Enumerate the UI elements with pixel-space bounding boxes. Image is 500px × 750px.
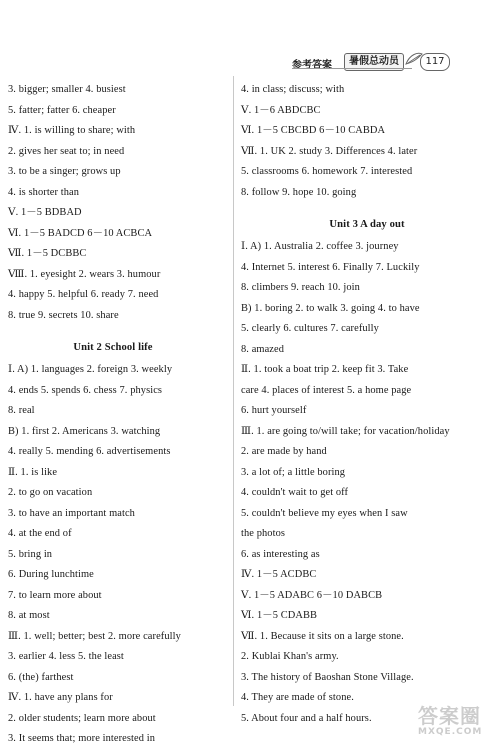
answer-line: 5. couldn't believe my eyes when I saw <box>241 507 408 519</box>
header-underline <box>292 68 412 69</box>
answer-line: 8. real <box>8 405 35 416</box>
unit-heading: Unit 3 A day out <box>329 219 405 230</box>
answer-line: 2. Kublai Khan's army. <box>241 651 339 662</box>
answer-line: 3. It seems that; more interested in <box>8 733 156 744</box>
answer-line: Ⅱ. 1. is like <box>8 466 58 478</box>
watermark-text: 答案圈 <box>418 704 481 728</box>
unit-heading: Unit 2 School life <box>73 342 153 353</box>
answer-line: 4. is shorter than <box>8 186 80 198</box>
answer-line: Ⅴ. 1－5 BDBAD <box>8 207 82 218</box>
answer-line: 4. at the end of <box>8 528 72 539</box>
left-answer-column <box>8 80 218 750</box>
answer-line: Ⅳ. 1－5 ACDBC <box>241 569 317 580</box>
page-number: 117 <box>420 53 450 71</box>
answer-line: B) 1. first 2. Americans 3. watching <box>8 425 161 437</box>
answer-line: Ⅱ. 1. took a boat trip 2. keep fit 3. Take <box>241 364 409 375</box>
watermark-url: MXQE.COM <box>418 727 483 737</box>
answer-line: 6. (the) farthest <box>8 671 74 683</box>
answer-line: 4. really 5. mending 6. advertisements <box>8 446 171 457</box>
answer-line: 6. During lunchtime <box>8 569 94 580</box>
answer-line: care 4. places of interest 5. a home page <box>241 384 412 396</box>
answer-line: 6. hurt yourself <box>241 405 307 416</box>
answer-line: 5. classrooms 6. homework 7. interested <box>241 166 413 177</box>
answer-line: Ⅵ. 1－5 BADCD 6－10 ACBCA <box>8 227 153 239</box>
answer-line: 3. The history of Baoshan Stone Village. <box>241 671 414 683</box>
answer-line: 6. as interesting as <box>241 548 320 560</box>
answer-line: 2. are made by hand <box>241 446 327 457</box>
answer-line: 4. ends 5. spends 6. chess 7. physics <box>8 384 163 396</box>
answer-line: Ⅵ. 1－5 CDABB <box>241 610 318 621</box>
answer-line: 5. About four and a half hours. <box>241 712 372 724</box>
answer-line: 4. in class; discuss; with <box>241 84 345 95</box>
answer-line: Ⅴ. 1－5 ADABC 6－10 DABCB <box>241 589 383 601</box>
answer-line: 2. gives her seat to; in need <box>8 145 125 157</box>
answer-line: Ⅶ. 1. Because it sits on a large stone. <box>241 630 404 642</box>
answer-line: 8. amazed <box>241 343 285 355</box>
answer-line: Ⅶ. 1. UK 2. study 3. Differences 4. later <box>241 145 418 157</box>
answer-line: 3. bigger; smaller 4. busiest <box>8 84 126 95</box>
answer-line: Ⅰ. A) 1. Australia 2. coffee 3. journey <box>241 241 399 252</box>
answer-line: 7. to learn more about <box>8 589 102 601</box>
answer-line: 8. at most <box>8 610 50 621</box>
answer-line: Ⅲ. 1. well; better; best 2. more carefully <box>8 630 181 642</box>
answer-line: B) 1. boring 2. to walk 3. going 4. to have <box>241 302 420 314</box>
right-answer-column <box>241 80 493 729</box>
column-divider <box>233 76 234 706</box>
answer-line: Ⅵ. 1－5 CBCBD 6－10 CABDA <box>241 125 386 136</box>
answer-line: 2. to go on vacation <box>8 487 93 498</box>
answer-line: 3. earlier 4. less 5. the least <box>8 651 124 662</box>
answer-line: 4. They are made of stone. <box>241 692 354 703</box>
answer-line: 3. a lot of; a little boring <box>241 466 346 478</box>
answer-line: 5. fatter; fatter 6. cheaper <box>8 104 116 116</box>
answer-line: 8. follow 9. hope 10. going <box>241 186 357 198</box>
answer-line: 5. bring in <box>8 548 53 560</box>
answer-line: 5. clearly 6. cultures 7. carefully <box>241 323 379 334</box>
answer-line: 3. to have an important match <box>8 507 135 519</box>
header-badge: 暑假总动员 <box>344 53 404 71</box>
answer-line: the photos <box>241 528 286 539</box>
answer-line: 4. couldn't wait to get off <box>241 487 349 498</box>
watermark-logo <box>418 700 498 740</box>
answer-line: Ⅳ. 1. have any plans for <box>8 692 113 703</box>
page-header <box>0 0 500 78</box>
answer-line: 8. climbers 9. reach 10. join <box>241 282 360 293</box>
answer-line: Ⅷ. 1. eyesight 2. wears 3. humour <box>8 268 161 280</box>
answer-line: 8. true 9. secrets 10. share <box>8 309 119 321</box>
header-title: 参考答案 <box>292 60 332 71</box>
answer-line: Ⅳ. 1. is willing to share; with <box>8 125 136 136</box>
answer-line: 4. Internet 5. interest 6. Finally 7. Luckily <box>241 261 420 273</box>
answer-line: Ⅲ. 1. are going to/will take; for vacation/holiday <box>241 425 450 437</box>
answer-line: 3. to be a singer; grows up <box>8 166 121 177</box>
answer-line: Ⅰ. A) 1. languages 2. foreign 3. weekly <box>8 364 173 375</box>
answer-line: 2. older students; learn more about <box>8 712 156 724</box>
answer-line: Ⅴ. 1－6 ABDCBC <box>241 104 321 116</box>
answer-line: 4. happy 5. helpful 6. ready 7. need <box>8 289 159 300</box>
answer-line: Ⅶ. 1－5 DCBBC <box>8 248 87 259</box>
